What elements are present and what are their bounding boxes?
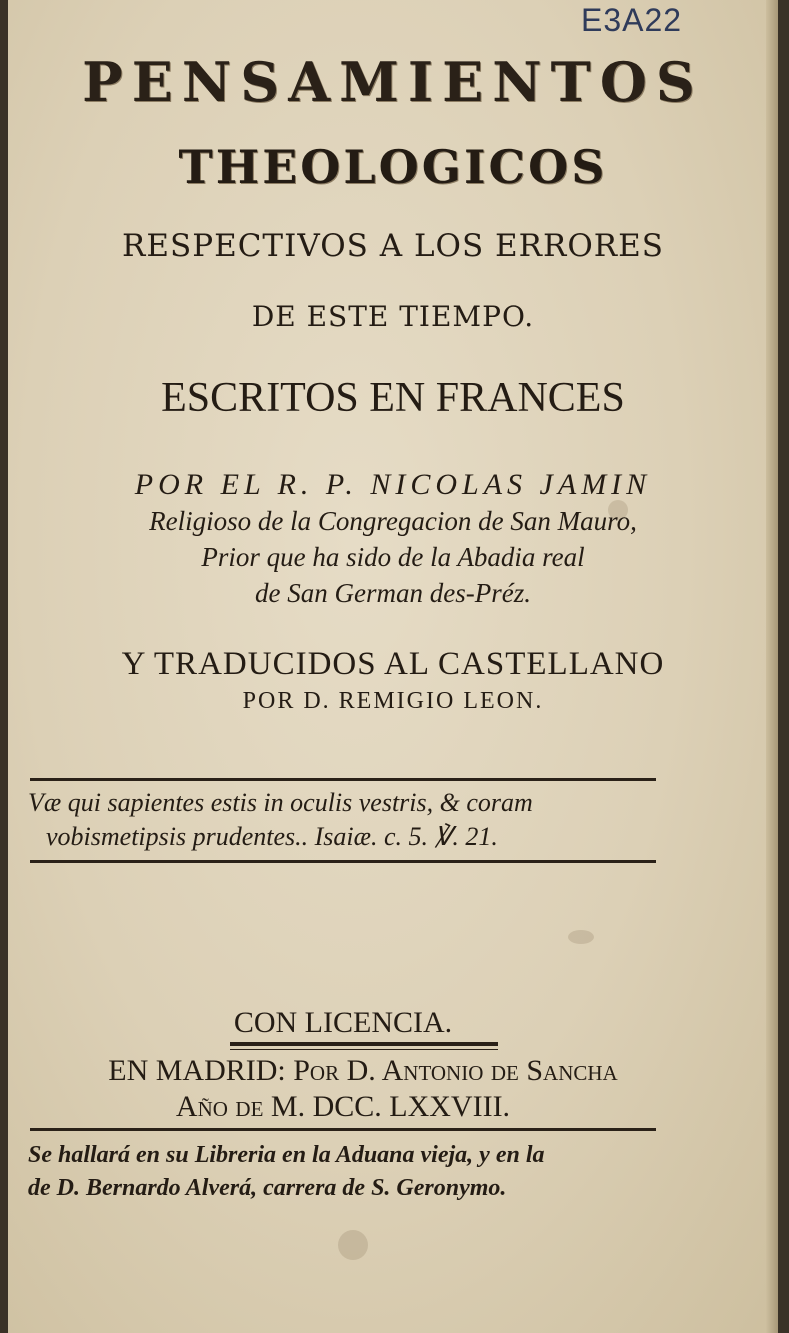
title-page (8, 0, 778, 1333)
author-description-2: Prior que ha sido de la Abadia real (201, 542, 585, 572)
author-description-1: Religioso de la Congregacion de San Mauro, (149, 506, 637, 536)
sale-line-1: Se hallará en su Libreria en la Aduana vieja, y en la (28, 1142, 545, 1168)
title-line-2: THEOLOGICOS (178, 140, 608, 194)
written-in-french: ESCRITOS EN FRANCES (161, 375, 625, 421)
license-rule-thin (230, 1049, 498, 1050)
subtitle-line-2: DE ESTE TIEMPO. (251, 300, 535, 333)
shelfmark: E3A22 (581, 2, 683, 38)
imprint-line-2: Año de M. DCC. LXXVIII. (175, 1090, 511, 1123)
imprint-line-1: EN MADRID: Por D. Antonio de Sancha (108, 1054, 618, 1087)
epigraph-bottom-rule (30, 860, 656, 863)
foxing-stain (568, 930, 594, 944)
epigraph-line-2: vobismetipsis prudentes.. Isaiæ. c. 5. ℣. 21. (46, 822, 498, 851)
epigraph-top-rule (30, 778, 656, 781)
subtitle-line-1: RESPECTIVOS A LOS ERRORES (122, 228, 664, 264)
author-description-3: de San German des-Préz. (255, 578, 531, 608)
title-line-1: PENSAMIENTOS (82, 50, 704, 114)
sale-line-2: de D. Bernardo Alverá, carrera de S. Geronymo. (28, 1175, 507, 1201)
foxing-stain (338, 1230, 368, 1260)
author-name: POR EL R. P. NICOLAS JAMIN (134, 468, 652, 501)
license-rule (230, 1042, 498, 1046)
imprint-rule (30, 1128, 656, 1131)
epigraph-line-1: Væ qui sapientes estis in oculis vestris, & coram (28, 788, 533, 817)
translation-line: Y TRADUCIDOS AL CASTELLANO (121, 646, 665, 682)
license-line: CON LICENCIA. (233, 1006, 453, 1039)
translator-line: POR D. REMIGIO LEON. (242, 688, 544, 714)
